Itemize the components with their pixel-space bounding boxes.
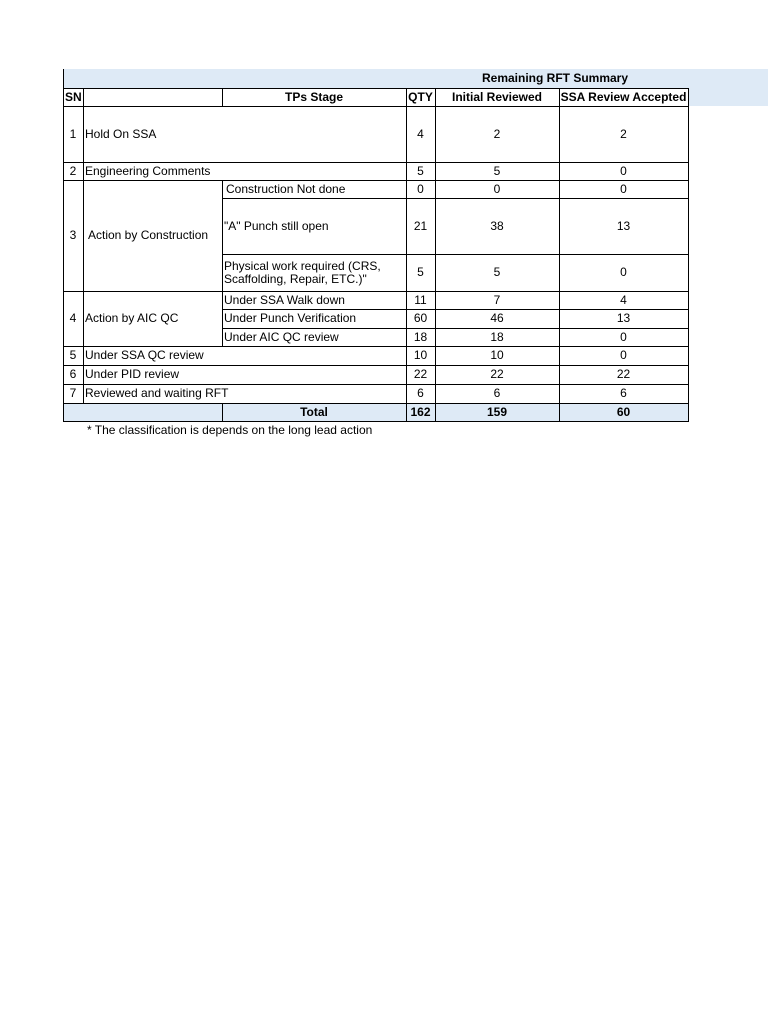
grid-line: [63, 106, 689, 107]
row-5-ssa-accepted: 0: [620, 348, 627, 362]
row-4a-sub-stage: Under SSA Walk down: [224, 292, 345, 307]
row-1-stage: Hold On SSA: [85, 126, 157, 141]
grid-line: [63, 162, 689, 163]
row-4b-ssa-accepted: 13: [616, 311, 631, 325]
row-7-stage: Reviewed and waiting RFT: [85, 386, 229, 400]
row-3c-qty: 5: [417, 265, 424, 279]
row-3b-initial-reviewed: 38: [490, 218, 504, 233]
grid-line: [63, 69, 64, 422]
row-4a-qty: 11: [414, 292, 427, 307]
row-6-stage: Under PID review: [85, 367, 180, 381]
row-4b-sub-stage: Under Punch Verification: [224, 311, 357, 325]
row-4-stage: Action by AIC QC: [85, 311, 179, 325]
row-4c-sub-stage: Under AIC QC review: [224, 329, 339, 344]
row-4b-initial-reviewed: 46: [490, 311, 504, 325]
row-3-sn: 3: [69, 228, 77, 242]
grid-line: [222, 328, 689, 329]
grid-line: [63, 365, 689, 366]
grid-line: [222, 309, 689, 310]
grid-line: [559, 88, 560, 422]
row-1-ssa-accepted: 2: [620, 126, 627, 141]
row-3a-qty: 0: [417, 181, 424, 196]
row-3c-ssa-accepted: 0: [620, 265, 627, 279]
row-4b-qty: 60: [413, 311, 428, 325]
row-3c-sub-stage: Physical work required (CRS, Scaffolding, Repair, ETC.)": [224, 258, 381, 286]
total-initial-reviewed: 159: [486, 404, 508, 419]
row-4c-initial-reviewed: 18: [490, 329, 504, 344]
row-1-sn: 1: [69, 126, 77, 141]
grid-line: [63, 291, 689, 292]
row-5-stage: Under SSA QC review: [85, 348, 204, 362]
grid-line: [63, 384, 689, 385]
row-5-initial-reviewed: 10: [490, 348, 504, 362]
grid-line: [63, 88, 689, 89]
total-label: Total: [300, 404, 328, 419]
row-7-sn: 7: [69, 386, 77, 400]
header-sn: SN: [65, 89, 82, 104]
row-2-initial-reviewed: 5: [493, 163, 501, 178]
grid-line: [406, 88, 407, 422]
row-3b-qty: 21: [413, 218, 428, 233]
row-2-stage: Engineering Comments: [85, 163, 211, 178]
grid-line: [222, 198, 689, 199]
row-3-stage: Action by Construction: [88, 228, 209, 242]
grid-line: [63, 180, 689, 181]
grid-line: [222, 180, 223, 346]
grid-line: [83, 88, 84, 403]
row-6-ssa-accepted: 22: [616, 367, 631, 381]
grid-line: [222, 88, 223, 107]
row-2-sn: 2: [69, 163, 77, 178]
row-2-qty: 5: [417, 163, 424, 178]
row-7-initial-reviewed: 6: [493, 386, 501, 400]
grid-line: [63, 346, 689, 347]
header-tps-stage: TPs Stage: [284, 89, 344, 104]
grid-line: [63, 421, 689, 422]
total-ssa-accepted: 60: [616, 404, 631, 419]
row-7-ssa-accepted: 6: [620, 386, 627, 400]
row-3a-sub-stage: Construction Not done: [226, 181, 346, 196]
grid-line: [63, 403, 689, 404]
row-2-ssa-accepted: 0: [620, 163, 627, 178]
row-4-sn: 4: [69, 311, 77, 325]
header-qty: QTY: [408, 89, 433, 104]
row-4c-ssa-accepted: 0: [620, 329, 627, 344]
row-6-sn: 6: [69, 367, 77, 381]
header-initial-reviewed: Initial Reviewed: [451, 89, 543, 104]
grid-line: [688, 88, 689, 422]
row-3b-ssa-accepted: 13: [616, 218, 631, 233]
row-5-sn: 5: [69, 348, 77, 362]
row-3a-ssa-accepted: 0: [620, 181, 627, 196]
row-3c-initial-reviewed: 5: [493, 265, 501, 279]
row-1-initial-reviewed: 2: [493, 126, 501, 141]
grid-line: [435, 88, 436, 422]
row-3a-initial-reviewed: 0: [493, 181, 501, 196]
total-qty: 162: [410, 404, 431, 419]
header-ssa-review-accepted: SSA Review Accepted: [560, 89, 687, 104]
ssa-header-fill-extension: [688, 88, 768, 106]
summary-title: Remaining RFT Summary: [481, 71, 629, 85]
row-7-qty: 6: [417, 386, 424, 400]
row-6-qty: 22: [413, 367, 428, 381]
row-4a-initial-reviewed: 7: [493, 292, 501, 307]
row-4c-qty: 18: [413, 329, 428, 344]
row-6-initial-reviewed: 22: [490, 367, 504, 381]
row-1-qty: 4: [417, 126, 424, 141]
row-3b-sub-stage: "A" Punch still open: [224, 218, 329, 233]
grid-line: [222, 403, 223, 422]
footnote: * The classification is depends on the long lead action: [87, 423, 373, 437]
grid-line: [222, 254, 689, 255]
row-4a-ssa-accepted: 4: [620, 292, 627, 307]
row-5-qty: 10: [413, 348, 428, 362]
